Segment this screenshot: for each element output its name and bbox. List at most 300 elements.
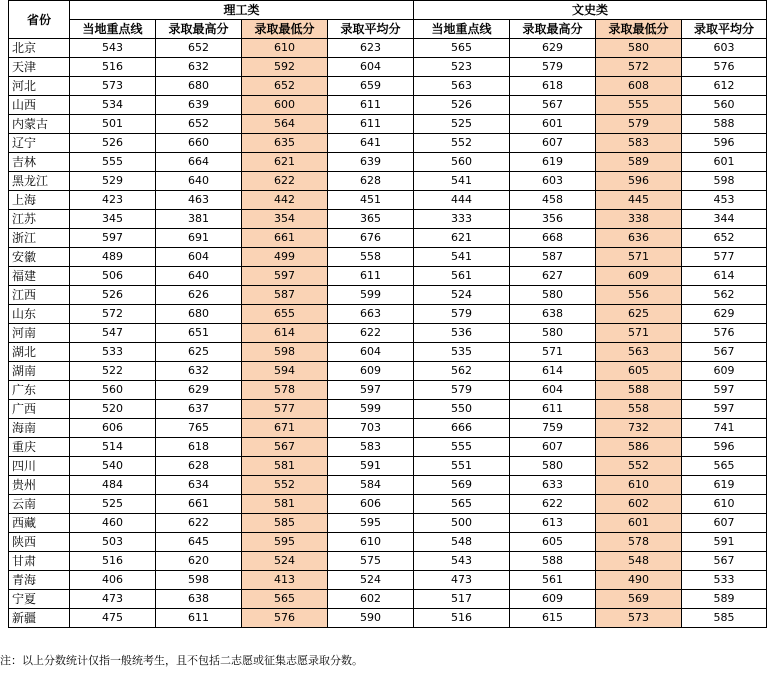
table-row bbox=[9, 134, 767, 153]
arts-score-cell: 560 bbox=[414, 153, 510, 172]
province-cell: 浙江 bbox=[9, 229, 70, 248]
sci-score-cell: 581 bbox=[242, 457, 328, 476]
sci-score-cell: 632 bbox=[156, 58, 242, 77]
sci-score-cell: 577 bbox=[242, 400, 328, 419]
sci-score-cell: 475 bbox=[70, 609, 156, 628]
sci-score-cell: 592 bbox=[242, 58, 328, 77]
footnote: 注：以上分数统计仅指一般统考生，且不包括二志愿或征集志愿录取分数。 bbox=[0, 654, 363, 667]
arts-score-cell: 596 bbox=[596, 172, 682, 191]
table-row bbox=[9, 286, 767, 305]
score-table-body bbox=[9, 39, 767, 628]
arts-score-cell: 625 bbox=[596, 305, 682, 324]
table-row bbox=[9, 552, 767, 571]
arts-score-cell: 565 bbox=[682, 457, 767, 476]
sci-score-cell: 634 bbox=[156, 476, 242, 495]
sci-score-cell: 484 bbox=[70, 476, 156, 495]
sci-col-min: 录取最低分 bbox=[242, 20, 328, 39]
arts-score-cell: 666 bbox=[414, 419, 510, 438]
arts-score-cell: 597 bbox=[682, 381, 767, 400]
sci-score-cell: 573 bbox=[70, 77, 156, 96]
arts-score-cell: 523 bbox=[414, 58, 510, 77]
arts-score-cell: 668 bbox=[510, 229, 596, 248]
arts-score-cell: 580 bbox=[510, 286, 596, 305]
province-cell: 江苏 bbox=[9, 210, 70, 229]
sci-score-cell: 618 bbox=[156, 438, 242, 457]
sci-score-cell: 600 bbox=[242, 96, 328, 115]
sci-score-cell: 560 bbox=[70, 381, 156, 400]
province-cell: 上海 bbox=[9, 191, 70, 210]
table-row bbox=[9, 457, 767, 476]
sci-score-cell: 442 bbox=[242, 191, 328, 210]
arts-score-cell: 607 bbox=[510, 438, 596, 457]
sci-score-cell: 598 bbox=[242, 343, 328, 362]
sci-score-cell: 533 bbox=[70, 343, 156, 362]
sci-score-cell: 632 bbox=[156, 362, 242, 381]
sci-score-cell: 534 bbox=[70, 96, 156, 115]
sci-score-cell: 499 bbox=[242, 248, 328, 267]
arts-score-cell: 577 bbox=[682, 248, 767, 267]
table-row bbox=[9, 229, 767, 248]
arts-score-cell: 611 bbox=[510, 400, 596, 419]
sci-score-cell: 628 bbox=[156, 457, 242, 476]
table-row bbox=[9, 96, 767, 115]
arts-score-cell: 614 bbox=[682, 267, 767, 286]
arts-score-cell: 596 bbox=[682, 134, 767, 153]
arts-score-cell: 541 bbox=[414, 248, 510, 267]
sci-score-cell: 659 bbox=[328, 77, 414, 96]
arts-score-cell: 618 bbox=[510, 77, 596, 96]
table-row bbox=[9, 495, 767, 514]
sci-score-cell: 406 bbox=[70, 571, 156, 590]
sci-score-cell: 609 bbox=[328, 362, 414, 381]
sci-score-cell: 567 bbox=[242, 438, 328, 457]
arts-score-cell: 569 bbox=[414, 476, 510, 495]
sci-score-cell: 703 bbox=[328, 419, 414, 438]
sci-score-cell: 597 bbox=[242, 267, 328, 286]
arts-score-cell: 607 bbox=[510, 134, 596, 153]
province-cell: 西藏 bbox=[9, 514, 70, 533]
sci-score-cell: 651 bbox=[156, 324, 242, 343]
province-cell: 河南 bbox=[9, 324, 70, 343]
arts-score-cell: 605 bbox=[510, 533, 596, 552]
arts-score-cell: 444 bbox=[414, 191, 510, 210]
sci-score-cell: 365 bbox=[328, 210, 414, 229]
table-row bbox=[9, 419, 767, 438]
sci-score-cell: 611 bbox=[328, 267, 414, 286]
table-row bbox=[9, 590, 767, 609]
sci-score-cell: 516 bbox=[70, 552, 156, 571]
arts-score-cell: 500 bbox=[414, 514, 510, 533]
province-cell: 黑龙江 bbox=[9, 172, 70, 191]
table-row bbox=[9, 400, 767, 419]
arts-score-cell: 569 bbox=[596, 590, 682, 609]
province-cell: 山东 bbox=[9, 305, 70, 324]
arts-score-cell: 597 bbox=[682, 400, 767, 419]
arts-score-cell: 473 bbox=[414, 571, 510, 590]
table-row bbox=[9, 381, 767, 400]
sci-score-cell: 555 bbox=[70, 153, 156, 172]
table-row bbox=[9, 514, 767, 533]
sci-score-cell: 604 bbox=[328, 343, 414, 362]
sci-score-cell: 652 bbox=[156, 39, 242, 58]
sci-score-cell: 584 bbox=[328, 476, 414, 495]
arts-score-cell: 732 bbox=[596, 419, 682, 438]
arts-score-cell: 453 bbox=[682, 191, 767, 210]
sci-score-cell: 663 bbox=[328, 305, 414, 324]
sci-score-cell: 506 bbox=[70, 267, 156, 286]
sci-score-cell: 626 bbox=[156, 286, 242, 305]
province-cell: 辽宁 bbox=[9, 134, 70, 153]
province-cell: 四川 bbox=[9, 457, 70, 476]
arts-score-cell: 516 bbox=[414, 609, 510, 628]
sci-score-cell: 460 bbox=[70, 514, 156, 533]
arts-score-cell: 633 bbox=[510, 476, 596, 495]
arts-score-cell: 619 bbox=[682, 476, 767, 495]
sci-score-cell: 522 bbox=[70, 362, 156, 381]
arts-score-cell: 638 bbox=[510, 305, 596, 324]
science-group-header: 理工类 bbox=[70, 1, 414, 20]
arts-score-cell: 490 bbox=[596, 571, 682, 590]
sci-score-cell: 594 bbox=[242, 362, 328, 381]
sci-score-cell: 591 bbox=[328, 457, 414, 476]
arts-score-cell: 585 bbox=[682, 609, 767, 628]
arts-score-cell: 613 bbox=[510, 514, 596, 533]
arts-score-cell: 560 bbox=[682, 96, 767, 115]
arts-group-header: 文史类 bbox=[414, 1, 767, 20]
sci-score-cell: 661 bbox=[156, 495, 242, 514]
sci-score-cell: 547 bbox=[70, 324, 156, 343]
arts-score-cell: 551 bbox=[414, 457, 510, 476]
arts-score-cell: 567 bbox=[510, 96, 596, 115]
sci-score-cell: 564 bbox=[242, 115, 328, 134]
arts-score-cell: 607 bbox=[682, 514, 767, 533]
table-row bbox=[9, 210, 767, 229]
sci-score-cell: 489 bbox=[70, 248, 156, 267]
province-cell: 天津 bbox=[9, 58, 70, 77]
arts-score-cell: 580 bbox=[510, 457, 596, 476]
table-row bbox=[9, 324, 767, 343]
arts-score-cell: 603 bbox=[510, 172, 596, 191]
sci-score-cell: 664 bbox=[156, 153, 242, 172]
sci-col-key-line: 当地重点线 bbox=[70, 20, 156, 39]
sci-score-cell: 602 bbox=[328, 590, 414, 609]
province-cell: 广东 bbox=[9, 381, 70, 400]
table-row bbox=[9, 609, 767, 628]
arts-score-cell: 536 bbox=[414, 324, 510, 343]
arts-score-cell: 543 bbox=[414, 552, 510, 571]
arts-score-cell: 356 bbox=[510, 210, 596, 229]
arts-score-cell: 579 bbox=[414, 305, 510, 324]
sci-score-cell: 765 bbox=[156, 419, 242, 438]
sci-score-cell: 639 bbox=[156, 96, 242, 115]
table-row bbox=[9, 191, 767, 210]
sci-score-cell: 655 bbox=[242, 305, 328, 324]
table-row bbox=[9, 77, 767, 96]
arts-score-cell: 601 bbox=[596, 514, 682, 533]
sci-score-cell: 614 bbox=[242, 324, 328, 343]
province-cell: 青海 bbox=[9, 571, 70, 590]
province-cell: 云南 bbox=[9, 495, 70, 514]
arts-score-cell: 580 bbox=[510, 324, 596, 343]
table-row bbox=[9, 153, 767, 172]
sci-score-cell: 620 bbox=[156, 552, 242, 571]
sci-score-cell: 671 bbox=[242, 419, 328, 438]
sci-score-cell: 587 bbox=[242, 286, 328, 305]
arts-score-cell: 741 bbox=[682, 419, 767, 438]
arts-score-cell: 622 bbox=[510, 495, 596, 514]
sci-score-cell: 463 bbox=[156, 191, 242, 210]
sci-score-cell: 635 bbox=[242, 134, 328, 153]
sci-score-cell: 637 bbox=[156, 400, 242, 419]
arts-score-cell: 550 bbox=[414, 400, 510, 419]
arts-score-cell: 589 bbox=[682, 590, 767, 609]
sci-score-cell: 413 bbox=[242, 571, 328, 590]
arts-score-cell: 621 bbox=[414, 229, 510, 248]
sci-score-cell: 641 bbox=[328, 134, 414, 153]
table-row bbox=[9, 476, 767, 495]
table-row bbox=[9, 571, 767, 590]
arts-score-cell: 619 bbox=[510, 153, 596, 172]
sci-score-cell: 597 bbox=[70, 229, 156, 248]
sci-score-cell: 526 bbox=[70, 134, 156, 153]
score-table bbox=[8, 0, 767, 628]
province-cell: 宁夏 bbox=[9, 590, 70, 609]
province-cell: 甘肃 bbox=[9, 552, 70, 571]
table-row bbox=[9, 267, 767, 286]
arts-score-cell: 571 bbox=[510, 343, 596, 362]
sci-score-cell: 503 bbox=[70, 533, 156, 552]
sci-score-cell: 514 bbox=[70, 438, 156, 457]
arts-score-cell: 561 bbox=[510, 571, 596, 590]
sci-score-cell: 625 bbox=[156, 343, 242, 362]
arts-score-cell: 555 bbox=[414, 438, 510, 457]
province-cell: 新疆 bbox=[9, 609, 70, 628]
arts-score-cell: 609 bbox=[510, 590, 596, 609]
sci-score-cell: 578 bbox=[242, 381, 328, 400]
arts-score-cell: 587 bbox=[510, 248, 596, 267]
arts-score-cell: 602 bbox=[596, 495, 682, 514]
arts-score-cell: 636 bbox=[596, 229, 682, 248]
sci-score-cell: 652 bbox=[156, 115, 242, 134]
sci-score-cell: 575 bbox=[328, 552, 414, 571]
arts-score-cell: 604 bbox=[510, 381, 596, 400]
table-row bbox=[9, 438, 767, 457]
sci-score-cell: 345 bbox=[70, 210, 156, 229]
sci-score-cell: 583 bbox=[328, 438, 414, 457]
arts-score-cell: 598 bbox=[682, 172, 767, 191]
table-row bbox=[9, 39, 767, 58]
arts-col-avg: 录取平均分 bbox=[682, 20, 767, 39]
table-row bbox=[9, 115, 767, 134]
arts-score-cell: 601 bbox=[682, 153, 767, 172]
arts-score-cell: 517 bbox=[414, 590, 510, 609]
province-cell: 吉林 bbox=[9, 153, 70, 172]
arts-score-cell: 558 bbox=[596, 400, 682, 419]
arts-score-cell: 608 bbox=[596, 77, 682, 96]
sci-score-cell: 590 bbox=[328, 609, 414, 628]
arts-score-cell: 609 bbox=[682, 362, 767, 381]
sci-score-cell: 628 bbox=[328, 172, 414, 191]
arts-score-cell: 567 bbox=[682, 343, 767, 362]
arts-score-cell: 586 bbox=[596, 438, 682, 457]
arts-score-cell: 445 bbox=[596, 191, 682, 210]
arts-score-cell: 563 bbox=[596, 343, 682, 362]
sci-score-cell: 610 bbox=[242, 39, 328, 58]
sci-score-cell: 622 bbox=[156, 514, 242, 533]
sci-score-cell: 680 bbox=[156, 77, 242, 96]
sci-score-cell: 597 bbox=[328, 381, 414, 400]
sci-score-cell: 639 bbox=[328, 153, 414, 172]
arts-score-cell: 612 bbox=[682, 77, 767, 96]
arts-score-cell: 614 bbox=[510, 362, 596, 381]
arts-score-cell: 563 bbox=[414, 77, 510, 96]
province-cell: 内蒙古 bbox=[9, 115, 70, 134]
arts-score-cell: 588 bbox=[596, 381, 682, 400]
arts-score-cell: 344 bbox=[682, 210, 767, 229]
sci-score-cell: 645 bbox=[156, 533, 242, 552]
sci-score-cell: 676 bbox=[328, 229, 414, 248]
table-row bbox=[9, 343, 767, 362]
arts-score-cell: 565 bbox=[414, 495, 510, 514]
sci-score-cell: 581 bbox=[242, 495, 328, 514]
sci-score-cell: 611 bbox=[328, 115, 414, 134]
province-cell: 重庆 bbox=[9, 438, 70, 457]
arts-score-cell: 552 bbox=[596, 457, 682, 476]
province-cell: 北京 bbox=[9, 39, 70, 58]
province-cell: 湖南 bbox=[9, 362, 70, 381]
sci-score-cell: 565 bbox=[242, 590, 328, 609]
sci-score-cell: 526 bbox=[70, 286, 156, 305]
province-cell: 贵州 bbox=[9, 476, 70, 495]
table-row bbox=[9, 58, 767, 77]
sci-score-cell: 576 bbox=[242, 609, 328, 628]
province-cell: 福建 bbox=[9, 267, 70, 286]
arts-score-cell: 524 bbox=[414, 286, 510, 305]
arts-score-cell: 603 bbox=[682, 39, 767, 58]
province-cell: 山西 bbox=[9, 96, 70, 115]
sci-score-cell: 451 bbox=[328, 191, 414, 210]
arts-score-cell: 589 bbox=[596, 153, 682, 172]
arts-score-cell: 610 bbox=[596, 476, 682, 495]
arts-score-cell: 572 bbox=[596, 58, 682, 77]
table-row bbox=[9, 172, 767, 191]
arts-score-cell: 579 bbox=[596, 115, 682, 134]
arts-score-cell: 541 bbox=[414, 172, 510, 191]
arts-score-cell: 578 bbox=[596, 533, 682, 552]
arts-col-max: 录取最高分 bbox=[510, 20, 596, 39]
sci-score-cell: 552 bbox=[242, 476, 328, 495]
sci-score-cell: 423 bbox=[70, 191, 156, 210]
arts-score-cell: 573 bbox=[596, 609, 682, 628]
arts-score-cell: 525 bbox=[414, 115, 510, 134]
sci-score-cell: 640 bbox=[156, 267, 242, 286]
sci-score-cell: 604 bbox=[328, 58, 414, 77]
arts-score-cell: 591 bbox=[682, 533, 767, 552]
sci-score-cell: 525 bbox=[70, 495, 156, 514]
sci-score-cell: 572 bbox=[70, 305, 156, 324]
sci-score-cell: 599 bbox=[328, 286, 414, 305]
province-cell: 河北 bbox=[9, 77, 70, 96]
arts-score-cell: 338 bbox=[596, 210, 682, 229]
province-cell: 陕西 bbox=[9, 533, 70, 552]
sci-score-cell: 622 bbox=[242, 172, 328, 191]
sci-score-cell: 473 bbox=[70, 590, 156, 609]
sci-score-cell: 640 bbox=[156, 172, 242, 191]
sci-score-cell: 611 bbox=[156, 609, 242, 628]
arts-score-cell: 571 bbox=[596, 248, 682, 267]
sci-score-cell: 501 bbox=[70, 115, 156, 134]
sci-score-cell: 529 bbox=[70, 172, 156, 191]
sci-score-cell: 610 bbox=[328, 533, 414, 552]
sci-col-max: 录取最高分 bbox=[156, 20, 242, 39]
sci-score-cell: 524 bbox=[242, 552, 328, 571]
arts-score-cell: 561 bbox=[414, 267, 510, 286]
arts-score-cell: 535 bbox=[414, 343, 510, 362]
arts-score-cell: 555 bbox=[596, 96, 682, 115]
sci-score-cell: 558 bbox=[328, 248, 414, 267]
sci-score-cell: 516 bbox=[70, 58, 156, 77]
arts-score-cell: 556 bbox=[596, 286, 682, 305]
sci-score-cell: 680 bbox=[156, 305, 242, 324]
arts-col-min: 录取最低分 bbox=[596, 20, 682, 39]
sci-score-cell: 381 bbox=[156, 210, 242, 229]
arts-col-key-line: 当地重点线 bbox=[414, 20, 510, 39]
sci-score-cell: 540 bbox=[70, 457, 156, 476]
sci-score-cell: 598 bbox=[156, 571, 242, 590]
arts-score-cell: 526 bbox=[414, 96, 510, 115]
arts-score-cell: 588 bbox=[510, 552, 596, 571]
sci-score-cell: 543 bbox=[70, 39, 156, 58]
province-cell: 安徽 bbox=[9, 248, 70, 267]
arts-score-cell: 565 bbox=[414, 39, 510, 58]
sci-score-cell: 354 bbox=[242, 210, 328, 229]
sci-score-cell: 622 bbox=[328, 324, 414, 343]
sci-score-cell: 638 bbox=[156, 590, 242, 609]
sci-score-cell: 621 bbox=[242, 153, 328, 172]
sci-score-cell: 606 bbox=[70, 419, 156, 438]
arts-score-cell: 627 bbox=[510, 267, 596, 286]
arts-score-cell: 652 bbox=[682, 229, 767, 248]
sci-score-cell: 595 bbox=[242, 533, 328, 552]
arts-score-cell: 759 bbox=[510, 419, 596, 438]
arts-score-cell: 333 bbox=[414, 210, 510, 229]
arts-score-cell: 579 bbox=[510, 58, 596, 77]
sci-score-cell: 520 bbox=[70, 400, 156, 419]
arts-score-cell: 548 bbox=[414, 533, 510, 552]
arts-score-cell: 629 bbox=[510, 39, 596, 58]
arts-score-cell: 580 bbox=[596, 39, 682, 58]
arts-score-cell: 610 bbox=[682, 495, 767, 514]
arts-score-cell: 596 bbox=[682, 438, 767, 457]
sci-score-cell: 585 bbox=[242, 514, 328, 533]
arts-score-cell: 548 bbox=[596, 552, 682, 571]
arts-score-cell: 583 bbox=[596, 134, 682, 153]
sci-score-cell: 660 bbox=[156, 134, 242, 153]
arts-score-cell: 533 bbox=[682, 571, 767, 590]
sci-score-cell: 623 bbox=[328, 39, 414, 58]
arts-score-cell: 552 bbox=[414, 134, 510, 153]
sci-score-cell: 595 bbox=[328, 514, 414, 533]
sci-score-cell: 691 bbox=[156, 229, 242, 248]
arts-score-cell: 579 bbox=[414, 381, 510, 400]
table-row bbox=[9, 533, 767, 552]
arts-score-cell: 576 bbox=[682, 58, 767, 77]
sci-score-cell: 604 bbox=[156, 248, 242, 267]
arts-score-cell: 562 bbox=[414, 362, 510, 381]
arts-score-cell: 571 bbox=[596, 324, 682, 343]
arts-score-cell: 601 bbox=[510, 115, 596, 134]
province-cell: 江西 bbox=[9, 286, 70, 305]
